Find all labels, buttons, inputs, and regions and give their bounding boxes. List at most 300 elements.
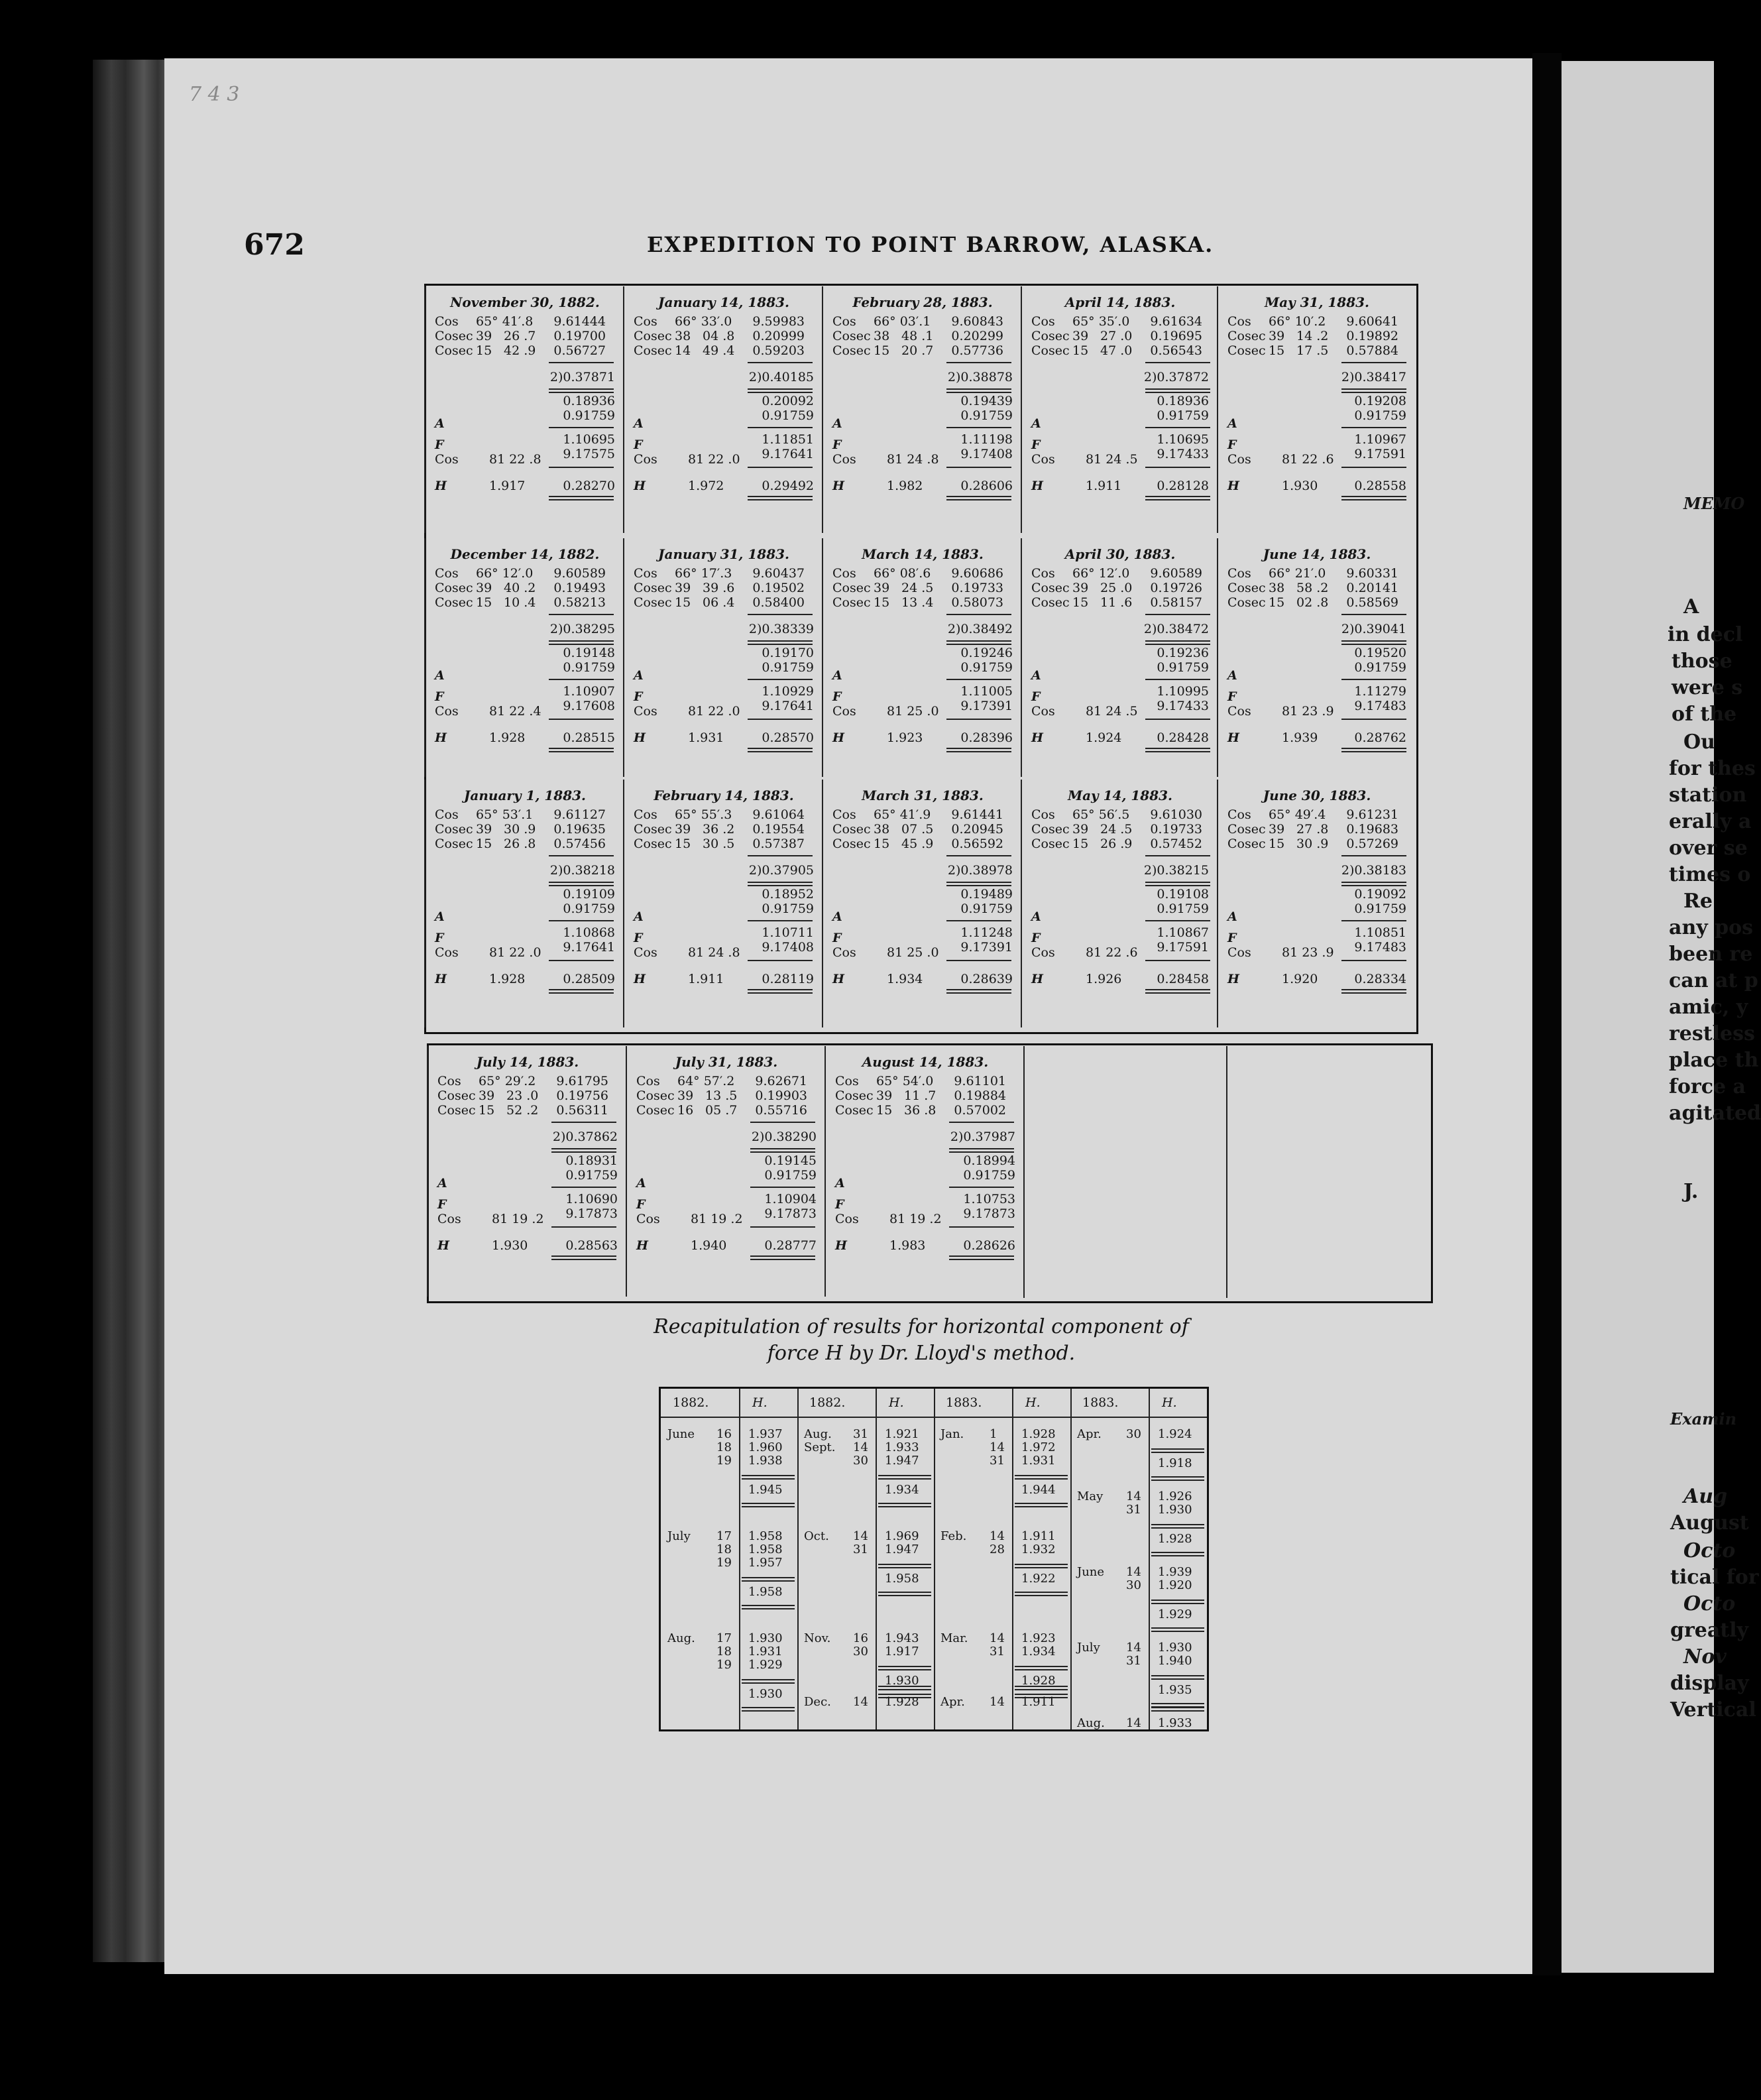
recap-value: 1.917 (885, 1645, 919, 1659)
f-value-2: 9.17408 (960, 447, 1013, 461)
right-page-fragment: for thes (1669, 757, 1756, 780)
rule (748, 427, 813, 428)
calc-cell (623, 538, 823, 777)
cell-date: April 14, 1883. (1064, 294, 1176, 310)
recap-value: 1.924 (1158, 1427, 1192, 1441)
rule (1341, 882, 1406, 886)
angle-deg: 15 (876, 1103, 893, 1118)
log-value: 0.56727 (553, 343, 606, 358)
func-label: Cosec (1227, 581, 1266, 595)
rule (750, 1187, 815, 1188)
h-result: 1.917 (489, 479, 526, 493)
half-sum: 2)0.37871 (549, 370, 615, 384)
func-label: Cos (835, 1074, 859, 1088)
recap-head-line (661, 1417, 797, 1418)
right-page-fragment: Octo (1683, 1539, 1736, 1562)
right-page-fragment: over se (1669, 837, 1748, 860)
rule (1341, 679, 1406, 680)
recap-rule (742, 1707, 795, 1712)
recap-day: 14 (990, 1695, 1005, 1709)
label-f: F (1031, 438, 1041, 452)
recap-value: 1.930 (1158, 1641, 1192, 1655)
log-value: 9.61030 (1150, 807, 1202, 822)
angle-deg: 39 (1269, 822, 1285, 837)
h-log: 0.28119 (762, 972, 814, 986)
right-page-fragment: August (1670, 1511, 1749, 1535)
func-label: Cosec (1227, 837, 1266, 851)
table-row (1031, 581, 1212, 595)
rule (551, 1148, 616, 1153)
recap-value: 1.940 (1158, 1654, 1192, 1668)
label-f: F (832, 931, 842, 945)
recap-day: 16 (716, 1427, 732, 1441)
angle-value: 36 .8 (904, 1103, 937, 1118)
h-log: 0.28270 (563, 479, 615, 493)
recap-mean: 1.922 (1021, 1572, 1056, 1586)
angle-value: 65° 54′.0 (876, 1074, 934, 1088)
recap-rule (742, 1475, 795, 1480)
a-value-1: 0.19489 (960, 887, 1013, 902)
label-a: A (1031, 909, 1041, 924)
label-a: A (1031, 416, 1041, 431)
recap-day: 30 (853, 1454, 868, 1468)
rule (1145, 388, 1210, 393)
recap-day: 31 (853, 1543, 868, 1556)
label-f: F (1227, 438, 1237, 452)
cell-date: May 14, 1883. (1067, 788, 1173, 803)
right-page-fragment: agitated (1669, 1102, 1761, 1125)
rule (750, 1148, 815, 1153)
log-value: 0.57269 (1346, 837, 1398, 851)
half-sum: 2)0.37905 (748, 863, 814, 878)
table-row (435, 822, 615, 837)
func-label: Cosec (1227, 329, 1266, 343)
log-value: 0.19700 (553, 329, 606, 343)
label-h: H (1227, 730, 1239, 745)
log-value: 0.20945 (951, 822, 1003, 837)
angle-deg: 15 (476, 343, 492, 358)
table-row (634, 329, 814, 343)
running-head: EXPEDITION TO POINT BARROW, ALASKA. (647, 232, 1214, 257)
recap-rule (878, 1666, 931, 1670)
angle-value: 06 .4 (703, 595, 735, 610)
cos-label: Cos (1031, 945, 1055, 960)
table-row (1031, 595, 1212, 610)
recap-mean: 1.958 (885, 1572, 919, 1586)
recap-month: Aug. (1077, 1716, 1105, 1730)
log-value: 0.19554 (752, 822, 805, 837)
f-value-1: 1.11005 (960, 684, 1013, 699)
rule (1341, 748, 1406, 752)
a-value-2: 0.91759 (764, 1168, 817, 1183)
cos-angle: 81 22 .0 (688, 704, 740, 719)
recap-column (1070, 1389, 1207, 1729)
cos-label: Cos (435, 945, 459, 960)
cos-label: Cos (1227, 945, 1251, 960)
log-value: 0.19635 (553, 822, 606, 837)
f-value-2: 9.17641 (762, 699, 814, 713)
label-a: A (1227, 909, 1237, 924)
h-result: 1.911 (1086, 479, 1122, 493)
recap-day: 14 (990, 1529, 1005, 1543)
func-label: Cosec (634, 822, 672, 837)
recap-rule (1151, 1675, 1204, 1680)
recap-mean: 1.958 (748, 1585, 783, 1599)
recap-head-line (934, 1417, 1070, 1418)
calc-cell (1021, 538, 1218, 777)
table-row (634, 807, 814, 822)
a-value-2: 0.91759 (1157, 902, 1209, 916)
recap-month: Dec. (804, 1695, 831, 1709)
table-row (437, 1088, 618, 1103)
cell-date: December 14, 1882. (450, 546, 600, 562)
rule (549, 427, 614, 428)
recap-rule (1015, 1592, 1068, 1596)
h-log: 0.28428 (1157, 730, 1209, 745)
recap-rule (742, 1605, 795, 1609)
recap-h-head: H. (752, 1395, 767, 1410)
cos-angle: 81 19 .2 (492, 1212, 544, 1226)
rule (946, 640, 1011, 645)
table-row (634, 837, 814, 851)
f-value-2: 9.17483 (1354, 940, 1406, 955)
rule (1341, 467, 1406, 468)
func-label: Cos (1031, 807, 1055, 822)
log-value: 9.61441 (951, 807, 1003, 822)
func-label: Cos (1227, 314, 1251, 329)
f-value-2: 9.17433 (1157, 699, 1209, 713)
rule (750, 1122, 815, 1123)
recap-day: 19 (716, 1658, 732, 1672)
rule (748, 388, 813, 393)
recap-day: 14 (1126, 1716, 1141, 1730)
log-value: 9.61231 (1346, 807, 1398, 822)
angle-deg: 39 (479, 1088, 495, 1103)
angle-deg: 39 (675, 822, 691, 837)
func-label: Cos (1031, 566, 1055, 581)
recap-month: Nov. (804, 1631, 831, 1645)
h-result: 1.923 (887, 730, 923, 745)
table-row (1227, 595, 1408, 610)
calc-cell (623, 286, 823, 533)
recap-rule (878, 1686, 931, 1690)
log-value: 0.20999 (752, 329, 805, 343)
f-value-1: 1.11248 (960, 925, 1013, 940)
func-label: Cosec (1227, 595, 1266, 610)
func-label: Cosec (832, 822, 871, 837)
recap-rule (878, 1475, 931, 1480)
angle-value: 64° 57′.2 (677, 1074, 735, 1088)
cos-label: Cos (437, 1212, 461, 1226)
angle-deg: 15 (1269, 595, 1285, 610)
recap-day: 30 (1126, 1578, 1141, 1592)
right-page-fragment: any pos (1669, 916, 1754, 939)
recap-day: 14 (1126, 1641, 1141, 1655)
f-value-1: 1.11198 (960, 432, 1013, 447)
recap-mean: 1.928 (1021, 1674, 1056, 1688)
h-result: 1.972 (688, 479, 724, 493)
empty-cell (1226, 1046, 1430, 1298)
cell-date: February 28, 1883. (852, 294, 993, 310)
recap-month: July (667, 1529, 691, 1543)
f-value-2: 9.17575 (563, 447, 615, 461)
angle-value: 23 .0 (506, 1088, 539, 1103)
cos-label: Cos (1227, 704, 1251, 719)
h-log: 0.28563 (565, 1238, 618, 1253)
rule (1341, 388, 1406, 393)
func-label: Cosec (832, 837, 871, 851)
rule (946, 467, 1011, 468)
recap-rule (1151, 1627, 1204, 1632)
recap-mean: 1.934 (885, 1483, 919, 1497)
recap-title-line2: force H by Dr. Lloyd's method. (767, 1342, 1076, 1365)
angle-value: 65° 29′.2 (479, 1074, 536, 1088)
h-result: 1.928 (489, 972, 526, 986)
h-result: 1.983 (889, 1238, 926, 1253)
right-page-fragment: J. (1683, 1180, 1699, 1203)
f-value-1: 1.10868 (563, 925, 615, 940)
recap-head-line (797, 1417, 934, 1418)
label-h: H (435, 730, 447, 745)
angle-value: 66° 10′.2 (1269, 314, 1326, 329)
angle-value: 30 .9 (504, 822, 536, 837)
cos-angle: 81 22 .0 (489, 945, 541, 960)
recap-rule (1151, 1552, 1204, 1556)
recap-mean: 1.930 (748, 1687, 783, 1701)
h-result: 1.940 (691, 1238, 727, 1253)
cell-date: January 14, 1883. (658, 294, 789, 310)
angle-value: 40 .2 (504, 581, 536, 595)
recap-mean: 1.928 (1158, 1532, 1192, 1546)
half-sum: 2)0.38290 (751, 1130, 817, 1144)
recap-value: 1.960 (748, 1440, 783, 1454)
recap-value: 1.911 (1021, 1529, 1056, 1543)
label-a: A (832, 668, 842, 683)
calc-cell (427, 1046, 627, 1297)
table-row (835, 1074, 1015, 1088)
angle-value: 27 .0 (1100, 329, 1133, 343)
cell-date: August 14, 1883. (862, 1054, 989, 1070)
a-value-2: 0.91759 (960, 408, 1013, 423)
right-page-fragment: those (1672, 650, 1733, 673)
func-label: Cosec (435, 822, 473, 837)
recap-value: 1.926 (1158, 1489, 1192, 1503)
recap-rule (1015, 1475, 1068, 1480)
recap-day: 18 (716, 1645, 732, 1659)
h-log: 0.28515 (563, 730, 615, 745)
rule (946, 614, 1011, 615)
table-row (1031, 566, 1212, 581)
rule (946, 427, 1011, 428)
table-row (1227, 566, 1408, 581)
angle-deg: 15 (874, 595, 890, 610)
label-f: F (636, 1197, 646, 1212)
recap-rule (878, 1564, 931, 1568)
recap-day: 1 (990, 1427, 997, 1441)
rule (549, 362, 614, 363)
func-label: Cosec (1227, 343, 1266, 358)
rule (748, 719, 813, 720)
func-label: Cos (636, 1074, 660, 1088)
f-value-2: 9.17641 (762, 447, 814, 461)
f-value-1: 1.11279 (1354, 684, 1406, 699)
recap-mean: 1.945 (748, 1483, 783, 1497)
recap-mean: 1.930 (885, 1674, 919, 1688)
table-row (1031, 822, 1212, 837)
cos-angle: 81 23 .9 (1282, 704, 1334, 719)
rule (946, 960, 1011, 961)
h-result: 1.934 (887, 972, 923, 986)
recap-day: 19 (716, 1556, 732, 1570)
h-log: 0.28334 (1354, 972, 1406, 986)
right-page-fragment: restless (1669, 1022, 1755, 1045)
cos-angle: 81 24 .5 (1086, 452, 1138, 467)
log-value: 0.19903 (755, 1088, 807, 1103)
a-value-2: 0.91759 (960, 902, 1013, 916)
table-row (832, 822, 1013, 837)
recap-value: 1.928 (1021, 1427, 1056, 1441)
recap-head-rule (739, 1389, 740, 1729)
log-value: 9.61064 (752, 807, 805, 822)
half-sum: 2)0.37872 (1143, 370, 1209, 384)
f-value-1: 1.10995 (1157, 684, 1209, 699)
cell-date: June 30, 1883. (1263, 788, 1371, 803)
cell-date: January 31, 1883. (658, 546, 789, 562)
func-label: Cosec (435, 837, 473, 851)
log-value: 0.20141 (1346, 581, 1398, 595)
right-page-fragment: station (1669, 784, 1747, 807)
f-value-1: 1.10907 (563, 684, 615, 699)
func-label: Cosec (1031, 329, 1070, 343)
recap-value: 1.930 (748, 1631, 783, 1645)
angle-value: 65° 41′.8 (476, 314, 534, 329)
log-value: 0.19695 (1150, 329, 1202, 343)
log-value: 9.61795 (556, 1074, 608, 1088)
cos-angle: 81 24 .8 (688, 945, 740, 960)
angle-value: 66° 12′.0 (476, 566, 534, 581)
table-row (1227, 822, 1408, 837)
label-h: H (435, 479, 447, 493)
a-value-2: 0.91759 (563, 902, 615, 916)
recap-value: 1.947 (885, 1454, 919, 1468)
log-value: 9.61101 (954, 1074, 1006, 1088)
recap-month: June (1077, 1565, 1105, 1579)
log-value: 9.61444 (553, 314, 606, 329)
table-row (832, 343, 1013, 358)
f-value-1: 1.10851 (1354, 925, 1406, 940)
recap-value: 1.939 (1158, 1565, 1192, 1579)
recap-day: 19 (716, 1454, 732, 1468)
half-sum: 2)0.37862 (552, 1130, 618, 1144)
recap-month: Jan. (940, 1427, 964, 1441)
log-value: 0.56311 (556, 1103, 608, 1118)
f-value-1: 1.10711 (762, 925, 814, 940)
recap-mean: 1.944 (1021, 1483, 1056, 1497)
calc-cell (822, 538, 1022, 777)
cos-angle: 81 24 .5 (1086, 704, 1138, 719)
func-label: Cos (1227, 807, 1251, 822)
func-label: Cosec (1031, 595, 1070, 610)
h-result: 1.911 (688, 972, 724, 986)
recap-day: 14 (853, 1695, 868, 1709)
angle-value: 39 .6 (703, 581, 735, 595)
table-row (832, 314, 1013, 329)
calc-cell (424, 286, 624, 533)
func-label: Cosec (437, 1088, 476, 1103)
label-h: H (832, 972, 844, 986)
rule (949, 1187, 1014, 1188)
angle-value: 66° 21′.0 (1269, 566, 1326, 581)
f-value-2: 9.17873 (764, 1206, 817, 1221)
log-value: 0.20299 (951, 329, 1003, 343)
right-page-fragment: were s (1672, 676, 1743, 699)
angle-value: 27 .8 (1296, 822, 1329, 837)
label-h: H (435, 972, 447, 986)
rule (1145, 855, 1210, 856)
recap-head-rule (1149, 1389, 1150, 1729)
func-label: Cos (634, 566, 657, 581)
rule (1341, 920, 1406, 921)
right-page-fragment: Ou (1683, 730, 1715, 754)
func-label: Cosec (634, 837, 672, 851)
recap-day: 31 (990, 1645, 1005, 1659)
func-label: Cosec (435, 595, 473, 610)
table-row (835, 1088, 1015, 1103)
h-log: 0.28128 (1157, 479, 1209, 493)
label-h: H (1031, 730, 1043, 745)
book-gutter (1532, 53, 1562, 1975)
rule (549, 989, 614, 994)
rule (750, 1255, 815, 1260)
calc-cell (424, 780, 624, 1027)
rule (549, 496, 614, 500)
angle-value: 26 .9 (1100, 837, 1133, 851)
cell-date: March 14, 1883. (862, 546, 984, 562)
log-value: 9.61127 (553, 807, 606, 822)
cell-date: March 31, 1883. (862, 788, 984, 803)
recap-value: 1.932 (1021, 1543, 1056, 1556)
table-row (832, 837, 1013, 851)
angle-deg: 14 (675, 343, 691, 358)
recap-h-head: H. (889, 1395, 904, 1410)
recap-column (934, 1389, 1072, 1729)
rule (946, 882, 1011, 886)
recap-month: Oct. (804, 1529, 829, 1543)
recap-mean: 1.935 (1158, 1683, 1192, 1697)
recap-rule (742, 1679, 795, 1684)
cos-angle: 81 19 .2 (889, 1212, 942, 1226)
angle-deg: 39 (874, 581, 890, 595)
f-value-1: 1.10867 (1157, 925, 1209, 940)
recap-month: June (667, 1427, 695, 1441)
cos-angle: 81 25 .0 (887, 704, 939, 719)
calc-cell (1217, 538, 1416, 777)
table-row (437, 1103, 618, 1118)
label-f: F (634, 931, 643, 945)
angle-value: 11 .6 (1100, 595, 1133, 610)
recap-rule (878, 1503, 931, 1507)
recap-day: 14 (853, 1529, 868, 1543)
half-sum: 2)0.40185 (748, 370, 814, 384)
angle-value: 65° 53′.1 (476, 807, 534, 822)
table-row (634, 822, 814, 837)
table-row (634, 343, 814, 358)
rule (549, 920, 614, 921)
angle-deg: 39 (876, 1088, 893, 1103)
table-row (832, 581, 1013, 595)
rule (1145, 640, 1210, 645)
angle-value: 65° 41′.9 (874, 807, 931, 822)
